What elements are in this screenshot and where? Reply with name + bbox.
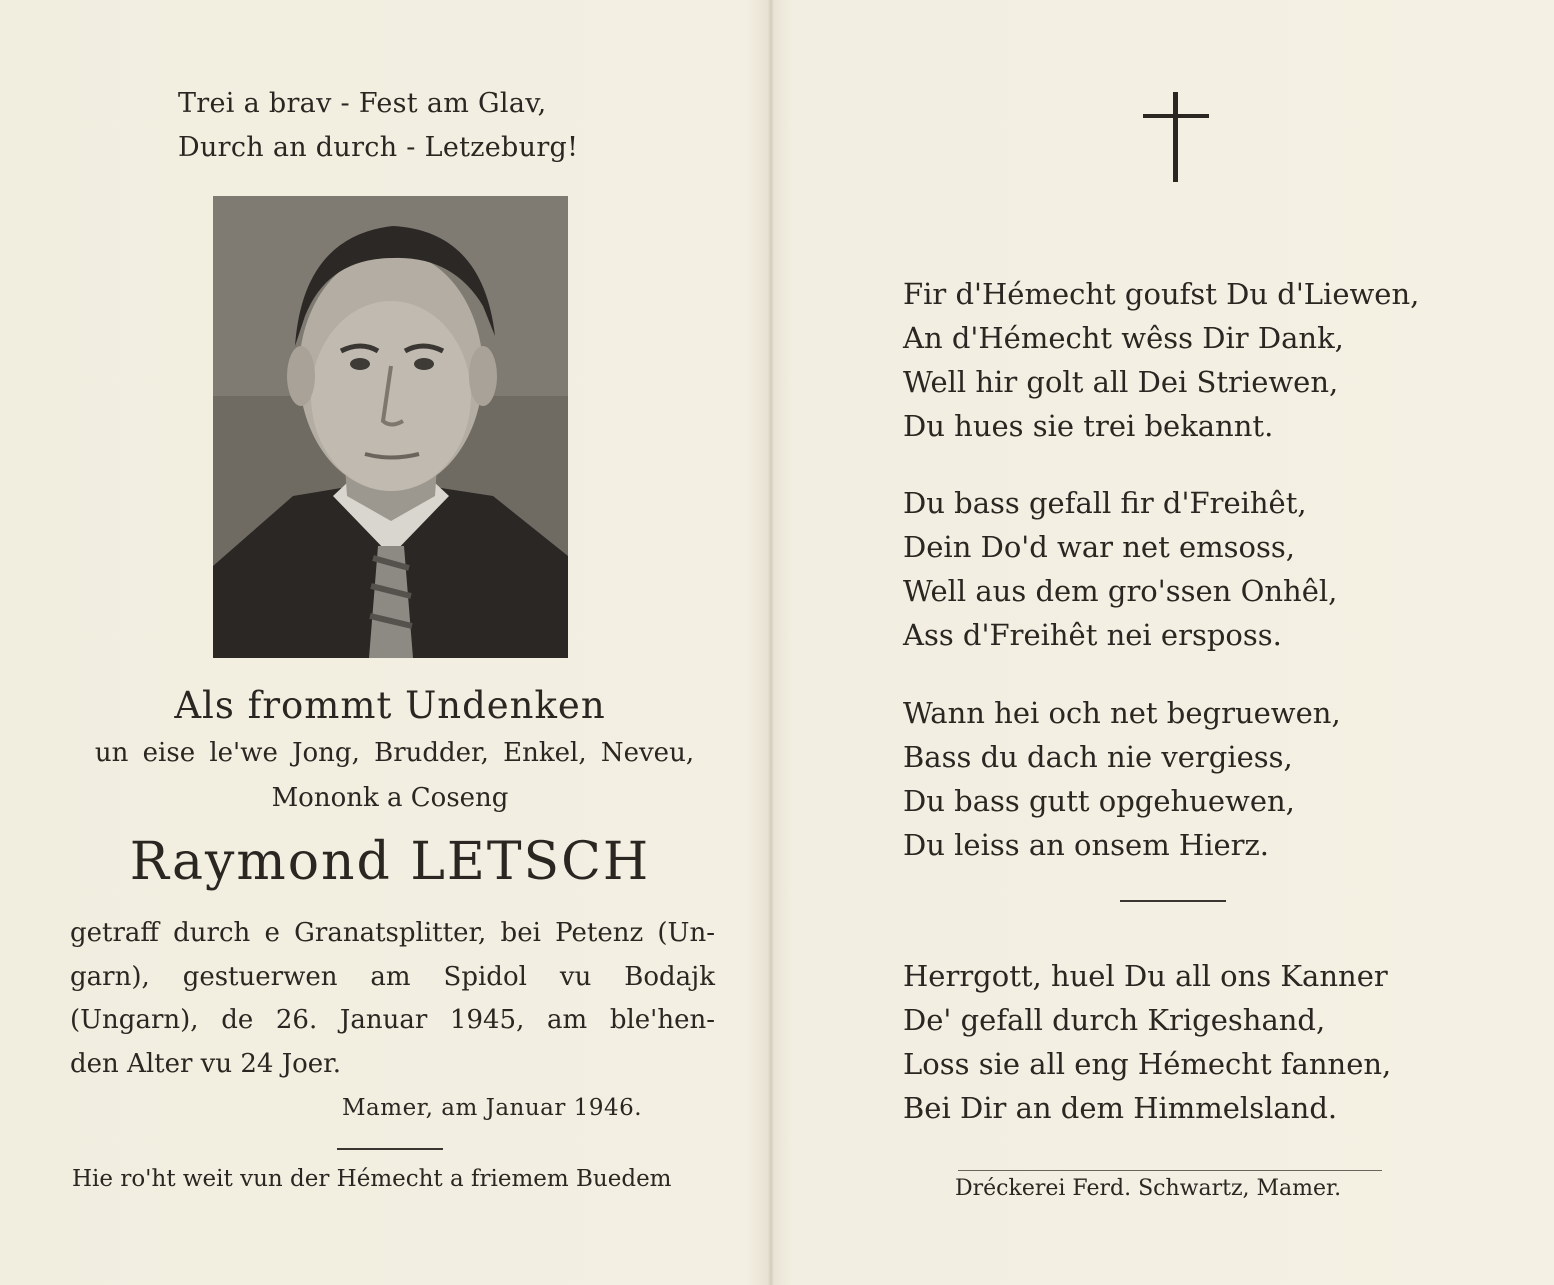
divider [1120, 900, 1226, 902]
memorial-heading: Als frommt Undenken [174, 684, 606, 727]
poem-line: Bei Dir an dem Himmelsland. [903, 1091, 1338, 1125]
prayer-stanza [903, 954, 1463, 1130]
poem-line: An d'Hémecht wêss Dir Dank, [903, 321, 1344, 355]
motto-line: Durch an durch - Letzeburg! [178, 132, 579, 163]
notice-line: den Alter vu 24 Joer. [70, 1048, 342, 1079]
motto-line: Trei a brav - Fest am Glav, [178, 88, 547, 119]
poem-line: Du bass gutt opgehuewen, [903, 784, 1295, 818]
poem-line: Fir d'Hémecht goufst Du d'Liewen, [903, 277, 1420, 311]
cross-icon [1143, 92, 1209, 182]
printer-credit: Dréckerei Ferd. Schwartz, Mamer. [955, 1176, 1342, 1201]
motto [178, 82, 638, 170]
poem-line: Ass d'Freihêt nei ersposs. [903, 618, 1282, 652]
poem-line: De' gefall durch Krigeshand, [903, 1003, 1326, 1037]
poem-line: Du bass gefall fir d'Freihêt, [903, 486, 1307, 520]
poem-line: Herrgott, huel Du all ons Kanner [903, 959, 1388, 993]
notice-line: getraff durch e Granatsplitter, bei Petenz (Un- [70, 918, 715, 948]
divider [337, 1148, 443, 1150]
relation-line: Mononk a Coseng [271, 783, 509, 813]
poem-stanza [903, 481, 1463, 657]
poem-line: Wann hei och net begruewen, [903, 696, 1341, 730]
notice-line: (Ungarn), de 26. Januar 1945, am ble'hen- [70, 1005, 715, 1035]
poem-line: Du leiss an onsem Hierz. [903, 828, 1270, 862]
poem-line: Loss sie all eng Hémecht fannen, [903, 1047, 1392, 1081]
poem-line: Well hir golt all Dei Striewen, [903, 365, 1339, 399]
poem-line: Well aus dem gro'ssen Onhêl, [903, 574, 1338, 608]
poem-stanza [903, 272, 1463, 448]
notice-line: garn), gestuerwen am Spidol vu Bodajk [70, 961, 715, 992]
left-panel [0, 0, 770, 1285]
relation-line: un eise le'we Jong, Brudder, Enkel, Neveu, [94, 738, 695, 768]
poem-line: Du hues sie trei bekannt. [903, 409, 1274, 443]
portrait-photo [213, 196, 568, 658]
death-notice [70, 912, 715, 1086]
poem-line: Bass du dach nie vergiess, [903, 740, 1293, 774]
divider [958, 1170, 1382, 1171]
portrait-illustration [213, 196, 568, 658]
poem-line: Dein Do'd war net emsoss, [903, 530, 1295, 564]
epitaph: Hie ro'ht weit vun der Hémecht a friemem Buedem [72, 1166, 672, 1192]
poem-stanza [903, 691, 1463, 867]
place-date: Mamer, am Januar 1946. [342, 1095, 643, 1121]
deceased-name: Raymond LETSCH [129, 832, 651, 892]
